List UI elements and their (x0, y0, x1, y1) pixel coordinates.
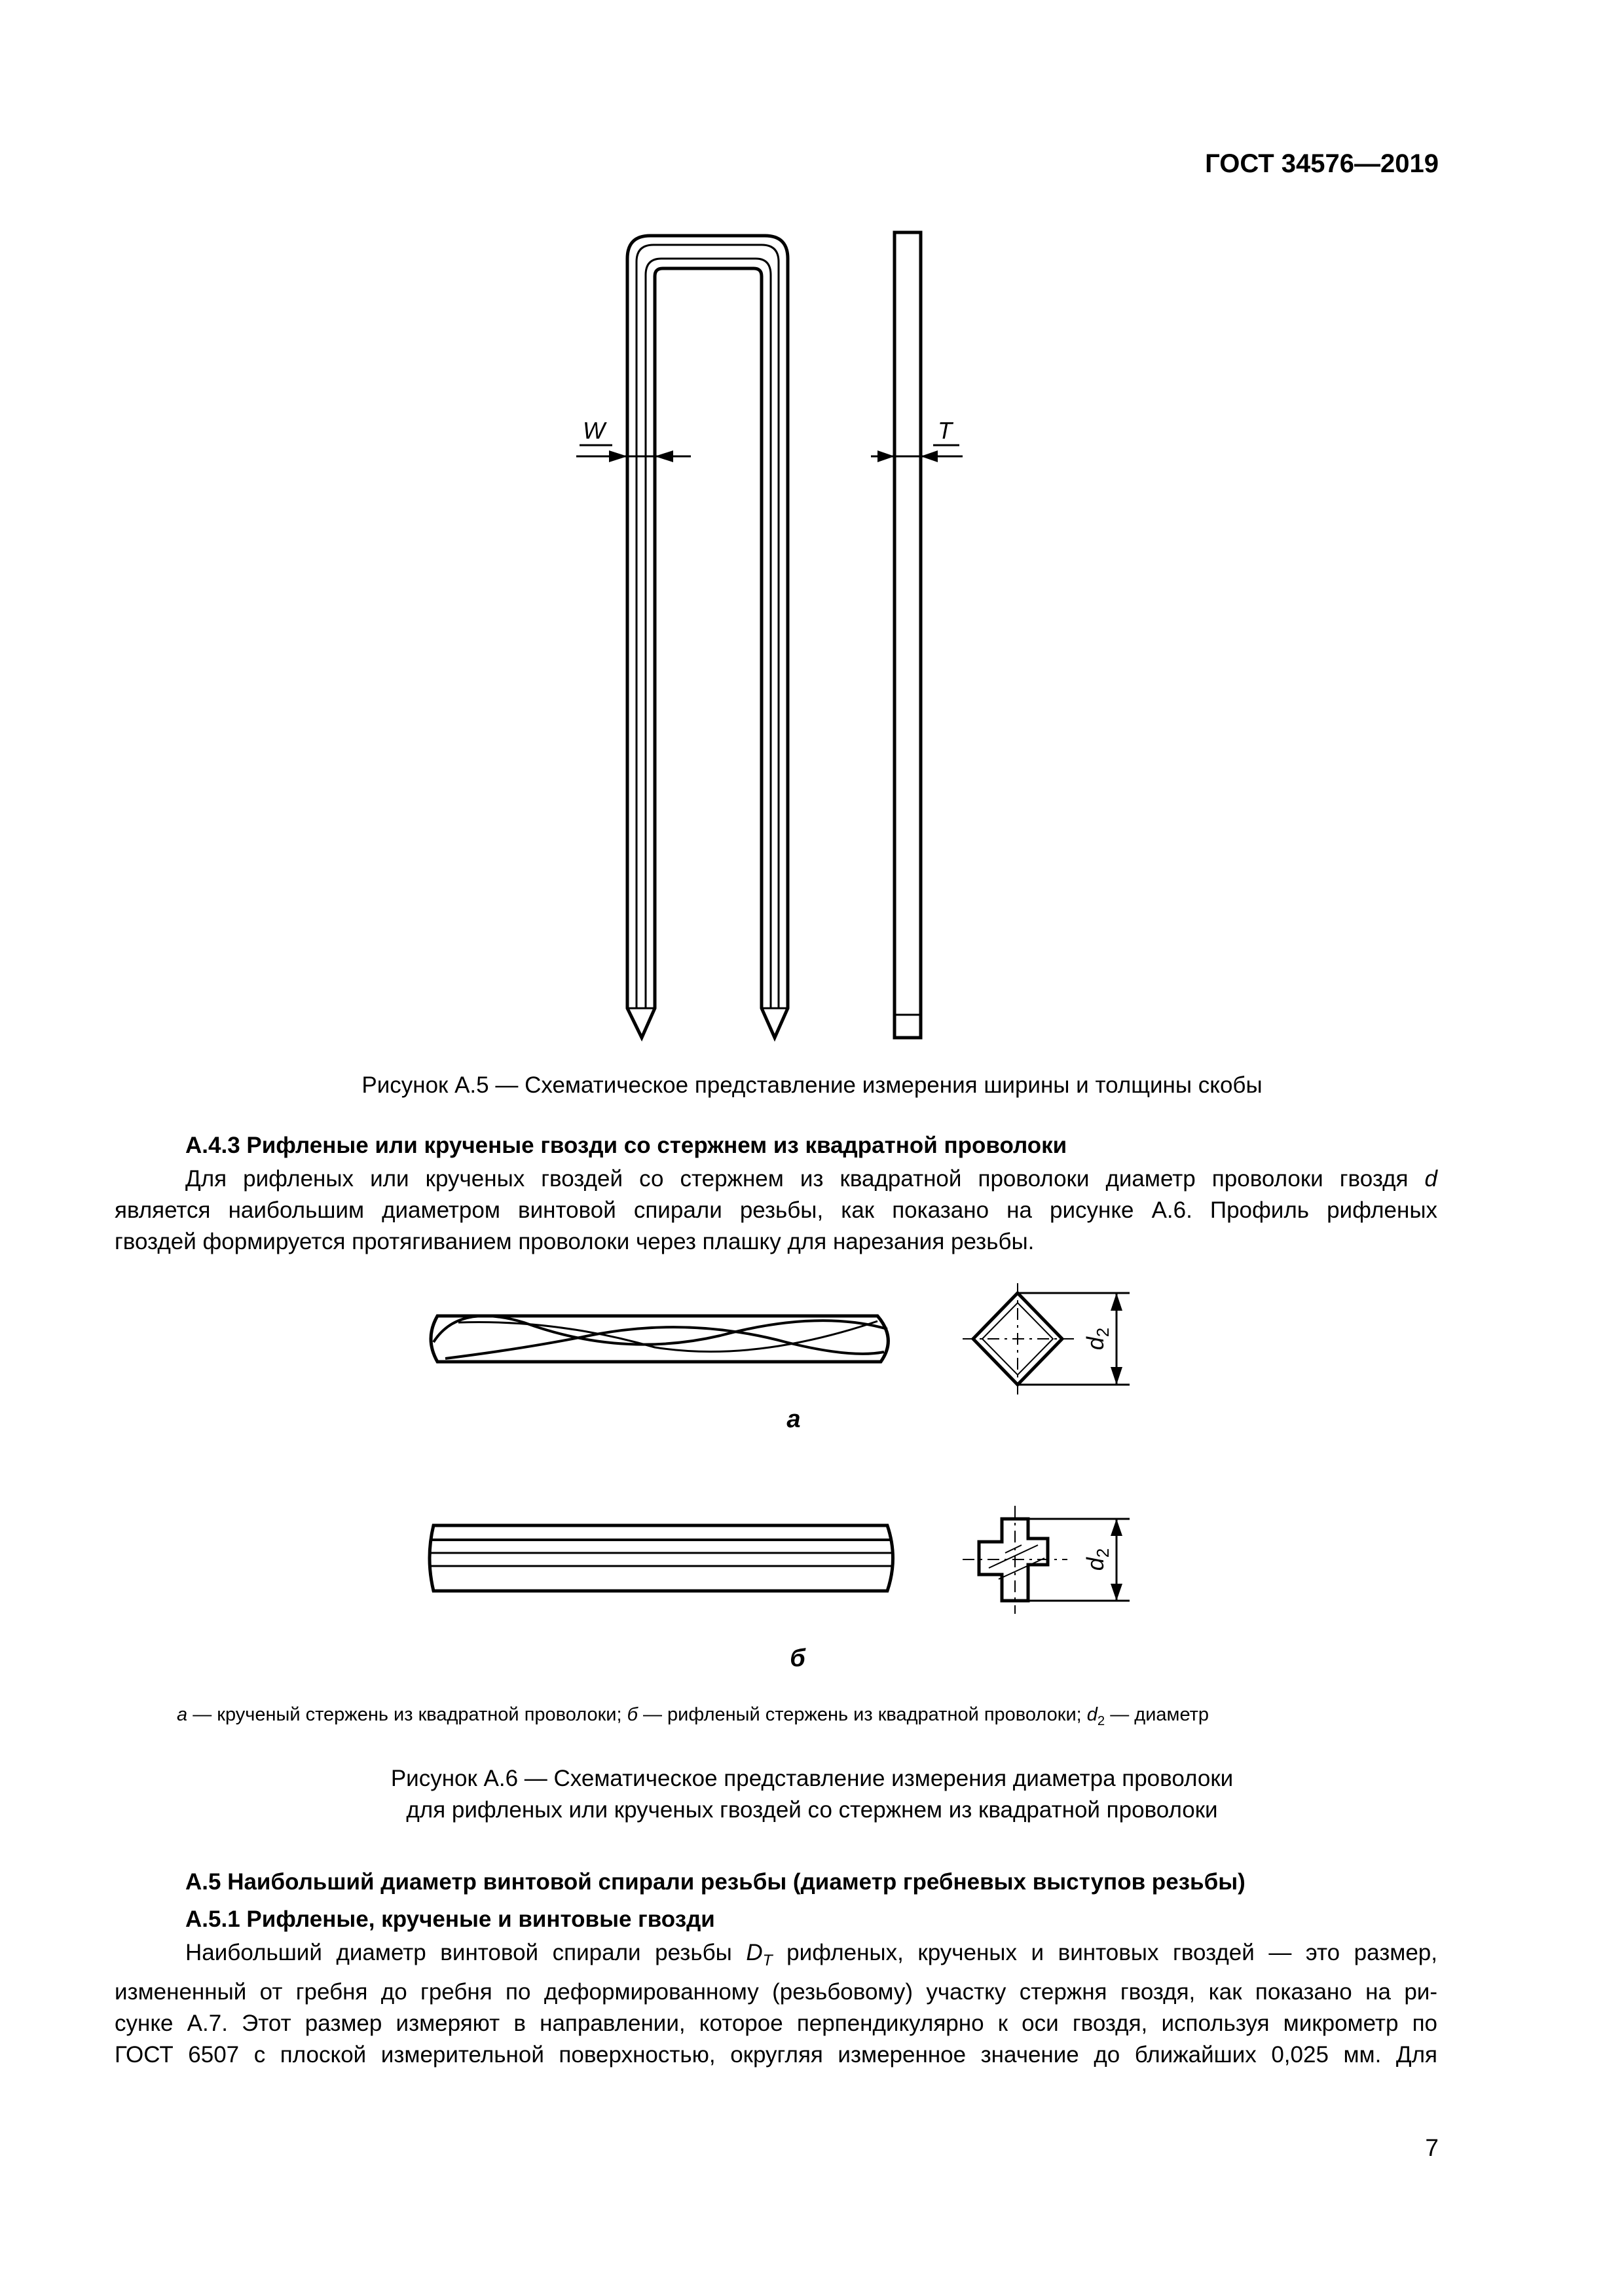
section-b-sub-label: 2 (1093, 1548, 1113, 1558)
figure-a6-caption-line-1: Рисунок А.6 — Схематическое представление измерения диаметра проволоки (390, 1766, 1234, 1791)
section-a51-line-1-post: рифленых, крученых и винтовых гвоздей — это размер, (772, 1940, 1437, 1965)
section-a-d-label: d (1082, 1337, 1109, 1351)
page-number: 7 (1425, 2134, 1439, 2161)
section-a51-paragraph (115, 1937, 1437, 2071)
figure-a6-legend (177, 1704, 1209, 1729)
section-b-arrow-top (1111, 1519, 1122, 1536)
section-a-sub-label: 2 (1093, 1327, 1113, 1338)
section-a43-heading: А.4.3 Рифленые или крученые гвозди со стержнем из квадратной проволоки (185, 1133, 1067, 1158)
legend-key-d-sub: 2 (1097, 1713, 1105, 1728)
legend-text-b: — рифленый стержень из квадратной проволоки; (637, 1704, 1087, 1725)
legend-key-a: а (177, 1704, 188, 1725)
figure-a6-caption-line-2: для рифленых или крученых гвоздей со стержнем из квадратной проволоки (406, 1797, 1218, 1823)
symbol-D-sub (763, 1952, 773, 1969)
symbol-d: d (1424, 1166, 1437, 1192)
section-a-arrow-bottom (1111, 1367, 1122, 1385)
symbol-D: D (746, 1940, 763, 1965)
legend-key-b: б (627, 1704, 638, 1725)
figure-a6-sub-a: а (786, 1406, 801, 1433)
fluted-rod-outline (430, 1525, 893, 1591)
twisted-rod-helix-1 (434, 1316, 887, 1345)
section-a43-line-2: является наибольшим диаметром винтовой спирали резьбы, как показано на рисунке А.6. Профиль рифленых (115, 1197, 1437, 1223)
section-a51-heading: А.5.1 Рифленые, крученые и винтовые гвозди (185, 1906, 715, 1932)
section-a51-line-2: измененный от гребня до гребня по деформированному (резьбовому) участку стержня гвоздя, как показано на ри- (115, 1979, 1437, 2005)
section-b-arrow-bottom (1111, 1584, 1122, 1601)
section-a51-line-3: сунке А.7. Этот размер измеряют в направлении, которое перпендикулярно к оси гвоздя, используя микрометр по (115, 2011, 1437, 2036)
section-a43-line-3: гвоздей формируется протягиванием проволоки через плашку для нарезания резьбы. (115, 1229, 1035, 1254)
section-a-d2-label (1082, 1328, 1113, 1351)
t-label: T (938, 417, 952, 444)
section-b-d-label: d (1082, 1558, 1109, 1571)
section-a51-line-1-pre: Наибольший диаметр винтовой спирали резьбы (185, 1940, 747, 1965)
document-standard-number: ГОСТ 34576—2019 (1205, 149, 1439, 178)
section-a5-heading: А.5 Наибольший диаметр винтовой спирали резьбы (диаметр гребневых выступов резьбы) (185, 1869, 1246, 1895)
section-a43-line-1-text: Для рифленых или крученых гвоздей со стержнем из квадратной проволоки диаметр проволоки гвоздя (185, 1166, 1409, 1192)
legend-key-d: d (1086, 1704, 1098, 1725)
legend-text-a: — крученый стержень из квадратной проволоки; (187, 1704, 627, 1725)
section-a-arrow-top (1111, 1293, 1122, 1311)
legend-text-d: — диаметр (1105, 1704, 1209, 1725)
section-b-d2-label (1082, 1548, 1113, 1571)
symbol-D-sub-text: T (762, 1952, 773, 1969)
figure-a6-sub-b: б (790, 1645, 805, 1672)
figure-a5-caption: Рисунок А.5 — Схематическое представление измерения ширины и толщины скобы (361, 1072, 1263, 1098)
w-label: W (583, 417, 605, 444)
section-a51-line-1 (115, 1937, 1437, 1977)
section-a51-line-4: ГОСТ 6507 с плоской измерительной поверхностью, округляя измеренное значение до ближайших 0,025 мм. Для (115, 2042, 1437, 2068)
